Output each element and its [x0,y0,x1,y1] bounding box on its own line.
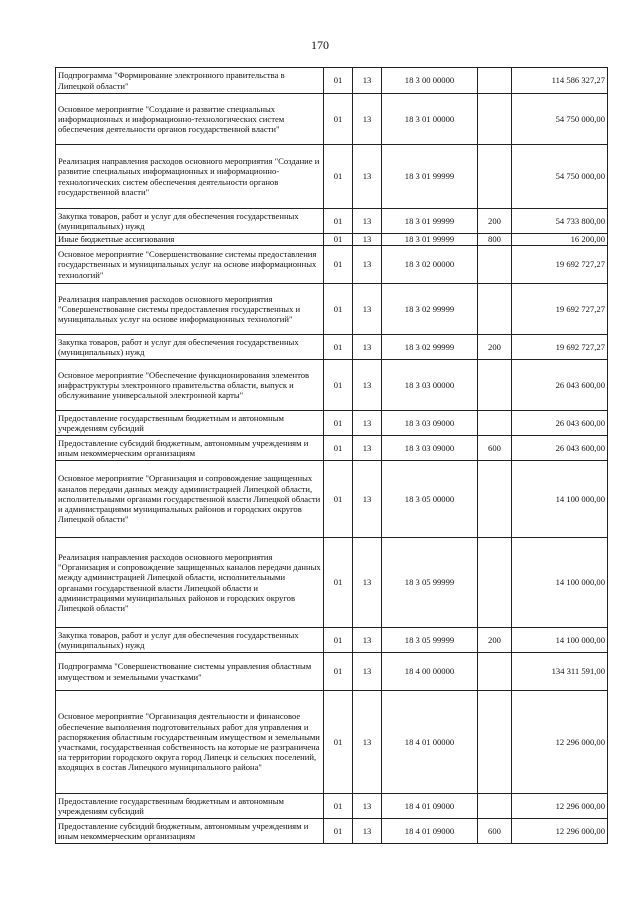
row-amount: 134 311 591,00 [512,653,608,691]
row-section: 01 [324,335,353,360]
row-amount: 54 750 000,00 [512,94,608,145]
row-section: 01 [324,411,353,436]
row-expense-type [478,145,512,209]
row-expense-type: 800 [478,234,512,246]
row-amount: 54 733 800,00 [512,209,608,234]
row-subsection: 13 [353,411,382,436]
row-name: Предоставление субсидий бюджетным, автономным учреждениям и иным некоммерческим организациям [56,436,324,461]
table-row [56,360,608,411]
table-row [56,794,608,819]
row-subsection: 13 [353,209,382,234]
row-section: 01 [324,284,353,335]
row-subsection: 13 [353,335,382,360]
row-name: Закупка товаров, работ и услуг для обеспечения государственных (муниципальных) нужд [56,628,324,653]
row-amount: 12 296 000,00 [512,819,608,844]
table-row [56,209,608,234]
table-row [56,411,608,436]
row-section: 01 [324,94,353,145]
table-row [56,691,608,794]
row-section: 01 [324,538,353,628]
row-amount: 16 200,00 [512,234,608,246]
row-name: Иные бюджетные ассигнования [56,234,324,246]
row-expense-type [478,284,512,335]
table-row [56,68,608,94]
row-subsection: 13 [353,538,382,628]
row-target-code: 18 3 00 00000 [382,68,478,94]
row-subsection: 13 [353,794,382,819]
row-subsection: 13 [353,436,382,461]
row-target-code: 18 3 05 99999 [382,628,478,653]
row-section: 01 [324,436,353,461]
row-section: 01 [324,246,353,284]
row-expense-type [478,411,512,436]
row-section: 01 [324,461,353,538]
page-number: 170 [311,38,329,52]
row-subsection: 13 [353,68,382,94]
row-target-code: 18 3 03 00000 [382,360,478,411]
row-name: Реализация направления расходов основного мероприятия "Организация и сопровождение защищенных каналов передачи данных между администрацией Липецкой области, исполнительными органами государственной власти Липецкой области и администрациями муниципальных районов и городских округов Липецкой области" [56,538,324,628]
row-expense-type [478,653,512,691]
row-amount: 14 100 000,00 [512,628,608,653]
row-amount: 19 692 727,27 [512,246,608,284]
row-target-code: 18 3 01 99999 [382,234,478,246]
row-name: Реализация направления расходов основного мероприятия "Совершенствование системы предоставления государственных и муниципальных услуг на основе информационных технологий" [56,284,324,335]
budget-table-body [56,68,608,844]
row-name: Закупка товаров, работ и услуг для обеспечения государственных (муниципальных) нужд [56,209,324,234]
table-row [56,145,608,209]
row-target-code: 18 4 01 09000 [382,794,478,819]
table-row [56,653,608,691]
table-row [56,284,608,335]
row-amount: 19 692 727,27 [512,284,608,335]
row-expense-type [478,691,512,794]
row-section: 01 [324,819,353,844]
row-expense-type [478,246,512,284]
row-amount: 12 296 000,00 [512,794,608,819]
row-name: Основное мероприятие "Обеспечение функционирования элементов инфраструктуры электронного правительства области, выпуск и обслуживание универсальной электронной карты" [56,360,324,411]
row-expense-type: 200 [478,628,512,653]
row-section: 01 [324,68,353,94]
row-subsection: 13 [353,360,382,411]
table-row [56,246,608,284]
row-name: Подпрограмма "Совершенствование системы управления областным имуществом и земельными участками" [56,653,324,691]
budget-table [55,67,608,844]
row-subsection: 13 [353,234,382,246]
row-name: Закупка товаров, работ и услуг для обеспечения государственных (муниципальных) нужд [56,335,324,360]
row-target-code: 18 3 01 99999 [382,209,478,234]
row-subsection: 13 [353,691,382,794]
row-subsection: 13 [353,461,382,538]
row-subsection: 13 [353,145,382,209]
row-section: 01 [324,234,353,246]
row-name: Основное мероприятие "Создание и развитие специальных информационных и информационно-технологических систем обеспечения деятельности органов государственной власти" [56,94,324,145]
row-amount: 26 043 600,00 [512,436,608,461]
row-expense-type: 200 [478,209,512,234]
row-section: 01 [324,145,353,209]
table-row [56,94,608,145]
row-name: Предоставление государственным бюджетным и автономным учреждениям субсидий [56,794,324,819]
row-expense-type [478,94,512,145]
table-row [56,628,608,653]
table-row [56,234,608,246]
row-name: Основное мероприятие "Совершенствование системы предоставления государственных и муниципальных услуг на основе информационных технологий" [56,246,324,284]
row-expense-type: 200 [478,335,512,360]
row-name: Основное мероприятие "Организация деятельности и финансовое обеспечение выполнения подготовительных работ для управления и распоряжения областным государственным имуществом и земельными участками, государственная собственность на которые не разграничена на территории городского округа город Липецк и сельских поселений, входящих в состав Липецкого муниципального района" [56,691,324,794]
row-target-code: 18 3 01 99999 [382,145,478,209]
row-subsection: 13 [353,819,382,844]
table-row [56,335,608,360]
row-target-code: 18 3 03 09000 [382,436,478,461]
row-amount: 114 586 327,27 [512,68,608,94]
row-expense-type [478,794,512,819]
row-section: 01 [324,653,353,691]
row-target-code: 18 4 01 00000 [382,691,478,794]
row-section: 01 [324,360,353,411]
row-amount: 26 043 600,00 [512,411,608,436]
row-target-code: 18 3 05 00000 [382,461,478,538]
row-target-code: 18 3 02 99999 [382,284,478,335]
row-expense-type: 600 [478,436,512,461]
row-target-code: 18 4 00 00000 [382,653,478,691]
row-target-code: 18 3 01 00000 [382,94,478,145]
row-target-code: 18 3 02 00000 [382,246,478,284]
row-name: Подпрограмма "Формирование электронного правительства в Липецкой области" [56,68,324,94]
row-amount: 26 043 600,00 [512,360,608,411]
row-section: 01 [324,794,353,819]
table-row [56,538,608,628]
row-amount: 14 100 000,00 [512,538,608,628]
row-target-code: 18 4 01 09000 [382,819,478,844]
row-target-code: 18 3 03 09000 [382,411,478,436]
table-row [56,461,608,538]
row-amount: 14 100 000,00 [512,461,608,538]
row-target-code: 18 3 05 99999 [382,538,478,628]
row-amount: 19 692 727,27 [512,335,608,360]
row-expense-type [478,68,512,94]
row-amount: 54 750 000,00 [512,145,608,209]
row-section: 01 [324,209,353,234]
row-name: Основное мероприятие "Организация и сопровождение защищенных каналов передачи данных между администрацией Липецкой области, исполнительными органами государственной власти Липецкой области и администрациями муниципальных районов и городских округов Липецкой области" [56,461,324,538]
row-subsection: 13 [353,246,382,284]
row-section: 01 [324,628,353,653]
row-amount: 12 296 000,00 [512,691,608,794]
row-expense-type: 600 [478,819,512,844]
row-expense-type [478,538,512,628]
row-expense-type [478,461,512,538]
row-name: Предоставление субсидий бюджетным, автономным учреждениям и иным некоммерческим организациям [56,819,324,844]
row-subsection: 13 [353,284,382,335]
table-row [56,436,608,461]
row-name: Реализация направления расходов основного мероприятия "Создание и развитие специальных информационных и информационно-технологических систем обеспечения деятельности органов государственной власти" [56,145,324,209]
row-subsection: 13 [353,628,382,653]
row-expense-type [478,360,512,411]
table-row [56,819,608,844]
row-subsection: 13 [353,94,382,145]
row-name: Предоставление государственным бюджетным и автономным учреждениям субсидий [56,411,324,436]
row-section: 01 [324,691,353,794]
row-subsection: 13 [353,653,382,691]
row-target-code: 18 3 02 99999 [382,335,478,360]
